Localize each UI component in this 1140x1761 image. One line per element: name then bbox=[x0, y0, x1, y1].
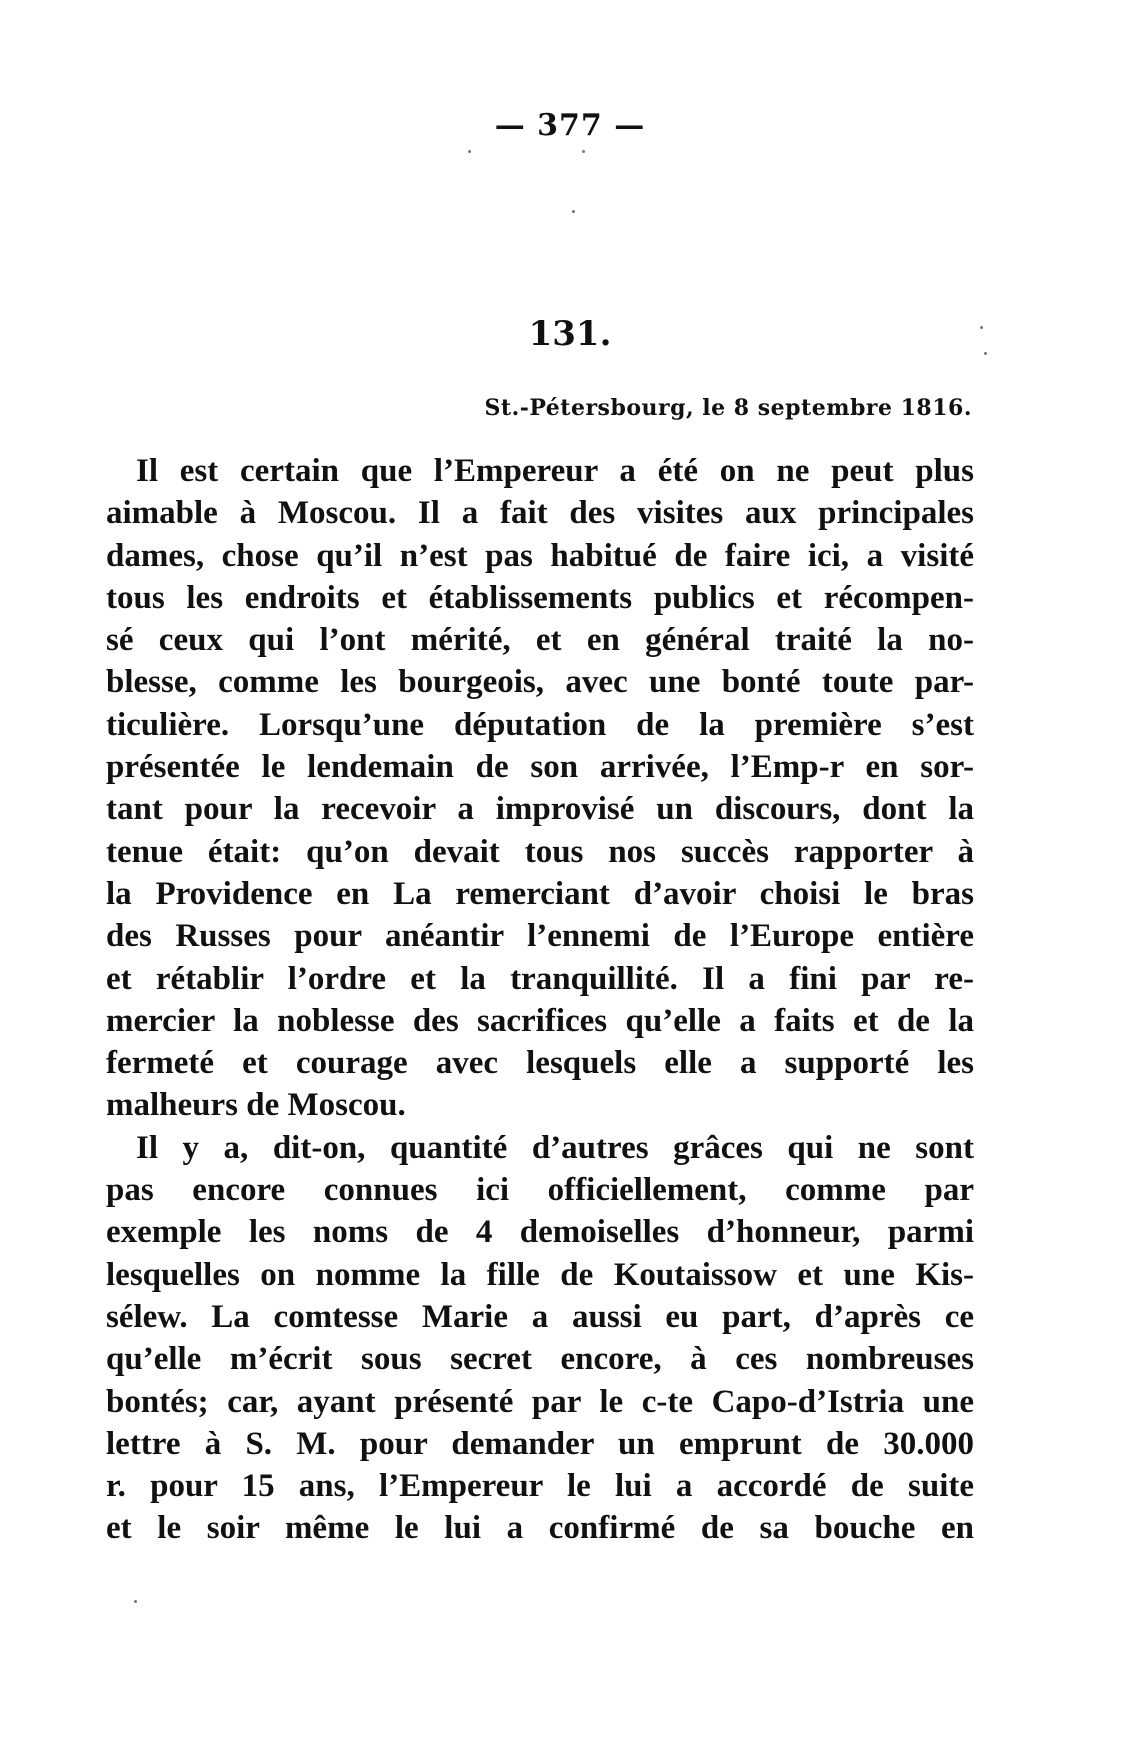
text-line: et le soir même le lui a confirmé de sa bouche en bbox=[106, 1510, 974, 1547]
letter-body bbox=[106, 450, 974, 1550]
text-line: bontés; car, ayant présenté par le c-te Capo-d’Istria une bbox=[106, 1383, 974, 1420]
text-line: malheurs de Moscou. bbox=[106, 1087, 406, 1124]
text-line: et rétablir l’ordre et la tranquillité. Il a fini par re- bbox=[106, 960, 974, 997]
text-line: ticulière. Lorsqu’une députation de la première s’est bbox=[106, 706, 974, 743]
text-line: blesse, comme les bourgeois, avec une bonté toute par- bbox=[106, 664, 974, 701]
page-number: — 377 — bbox=[494, 108, 646, 143]
text-line: sé ceux qui l’ont mérité, et en général traité la no- bbox=[106, 622, 974, 659]
text-line: des Russes pour anéantir l’ennemi de l’Europe entière bbox=[106, 918, 974, 955]
scan-speck bbox=[134, 1600, 137, 1603]
text-line: fermeté et courage avec lesquels elle a supporté les bbox=[106, 1045, 974, 1082]
scan-speck bbox=[984, 352, 987, 355]
scan-speck bbox=[572, 210, 575, 213]
text-line: mercier la noblesse des sacrifices qu’elle a faits et de la bbox=[106, 1002, 974, 1039]
letter-number: 131. bbox=[528, 314, 612, 354]
text-line: r. pour 15 ans, l’Empereur le lui a accordé de suite bbox=[106, 1468, 974, 1505]
text-line: dames, chose qu’il n’est pas habitué de faire ici, a visité bbox=[106, 537, 974, 574]
text-line: pas encore connues ici officiellement, comme par bbox=[106, 1172, 974, 1209]
dateline: St.-Pétersbourg, le 8 septembre 1816. bbox=[484, 395, 972, 421]
scan-speck bbox=[468, 150, 471, 153]
scan-speck bbox=[980, 326, 983, 329]
text-line: la Providence en La remerciant d’avoir choisi le bras bbox=[106, 875, 974, 912]
text-line: Il est certain que l’Empereur a été on ne peut plus bbox=[136, 453, 974, 489]
text-line: lettre à S. M. pour demander un emprunt de 30.000 bbox=[106, 1425, 974, 1462]
text-line: exemple les noms de 4 demoiselles d’honneur, parmi bbox=[106, 1214, 974, 1251]
paragraph-2 bbox=[106, 1127, 974, 1550]
text-line: présentée le lendemain de son arrivée, l’Emp-r en sor- bbox=[106, 749, 974, 786]
text-line: aimable à Moscou. Il a fait des visites aux principales bbox=[106, 495, 974, 532]
text-line: tous les endroits et établissements publics et récompen- bbox=[106, 579, 974, 616]
text-line: sélew. La comtesse Marie a aussi eu part, d’après ce bbox=[106, 1298, 974, 1335]
text-line: qu’elle m’écrit sous secret encore, à ces nombreuses bbox=[106, 1341, 974, 1378]
text-line: tant pour la recevoir a improvisé un discours, dont la bbox=[106, 791, 974, 828]
scan-speck bbox=[582, 150, 585, 153]
paragraph-1 bbox=[106, 450, 974, 1127]
text-line: tenue était: qu’on devait tous nos succès rapporter à bbox=[106, 833, 974, 870]
text-line: lesquelles on nomme la fille de Koutaissow et une Kis- bbox=[106, 1256, 974, 1293]
text-line: Il y a, dit-on, quantité d’autres grâces qui ne sont bbox=[136, 1129, 974, 1166]
